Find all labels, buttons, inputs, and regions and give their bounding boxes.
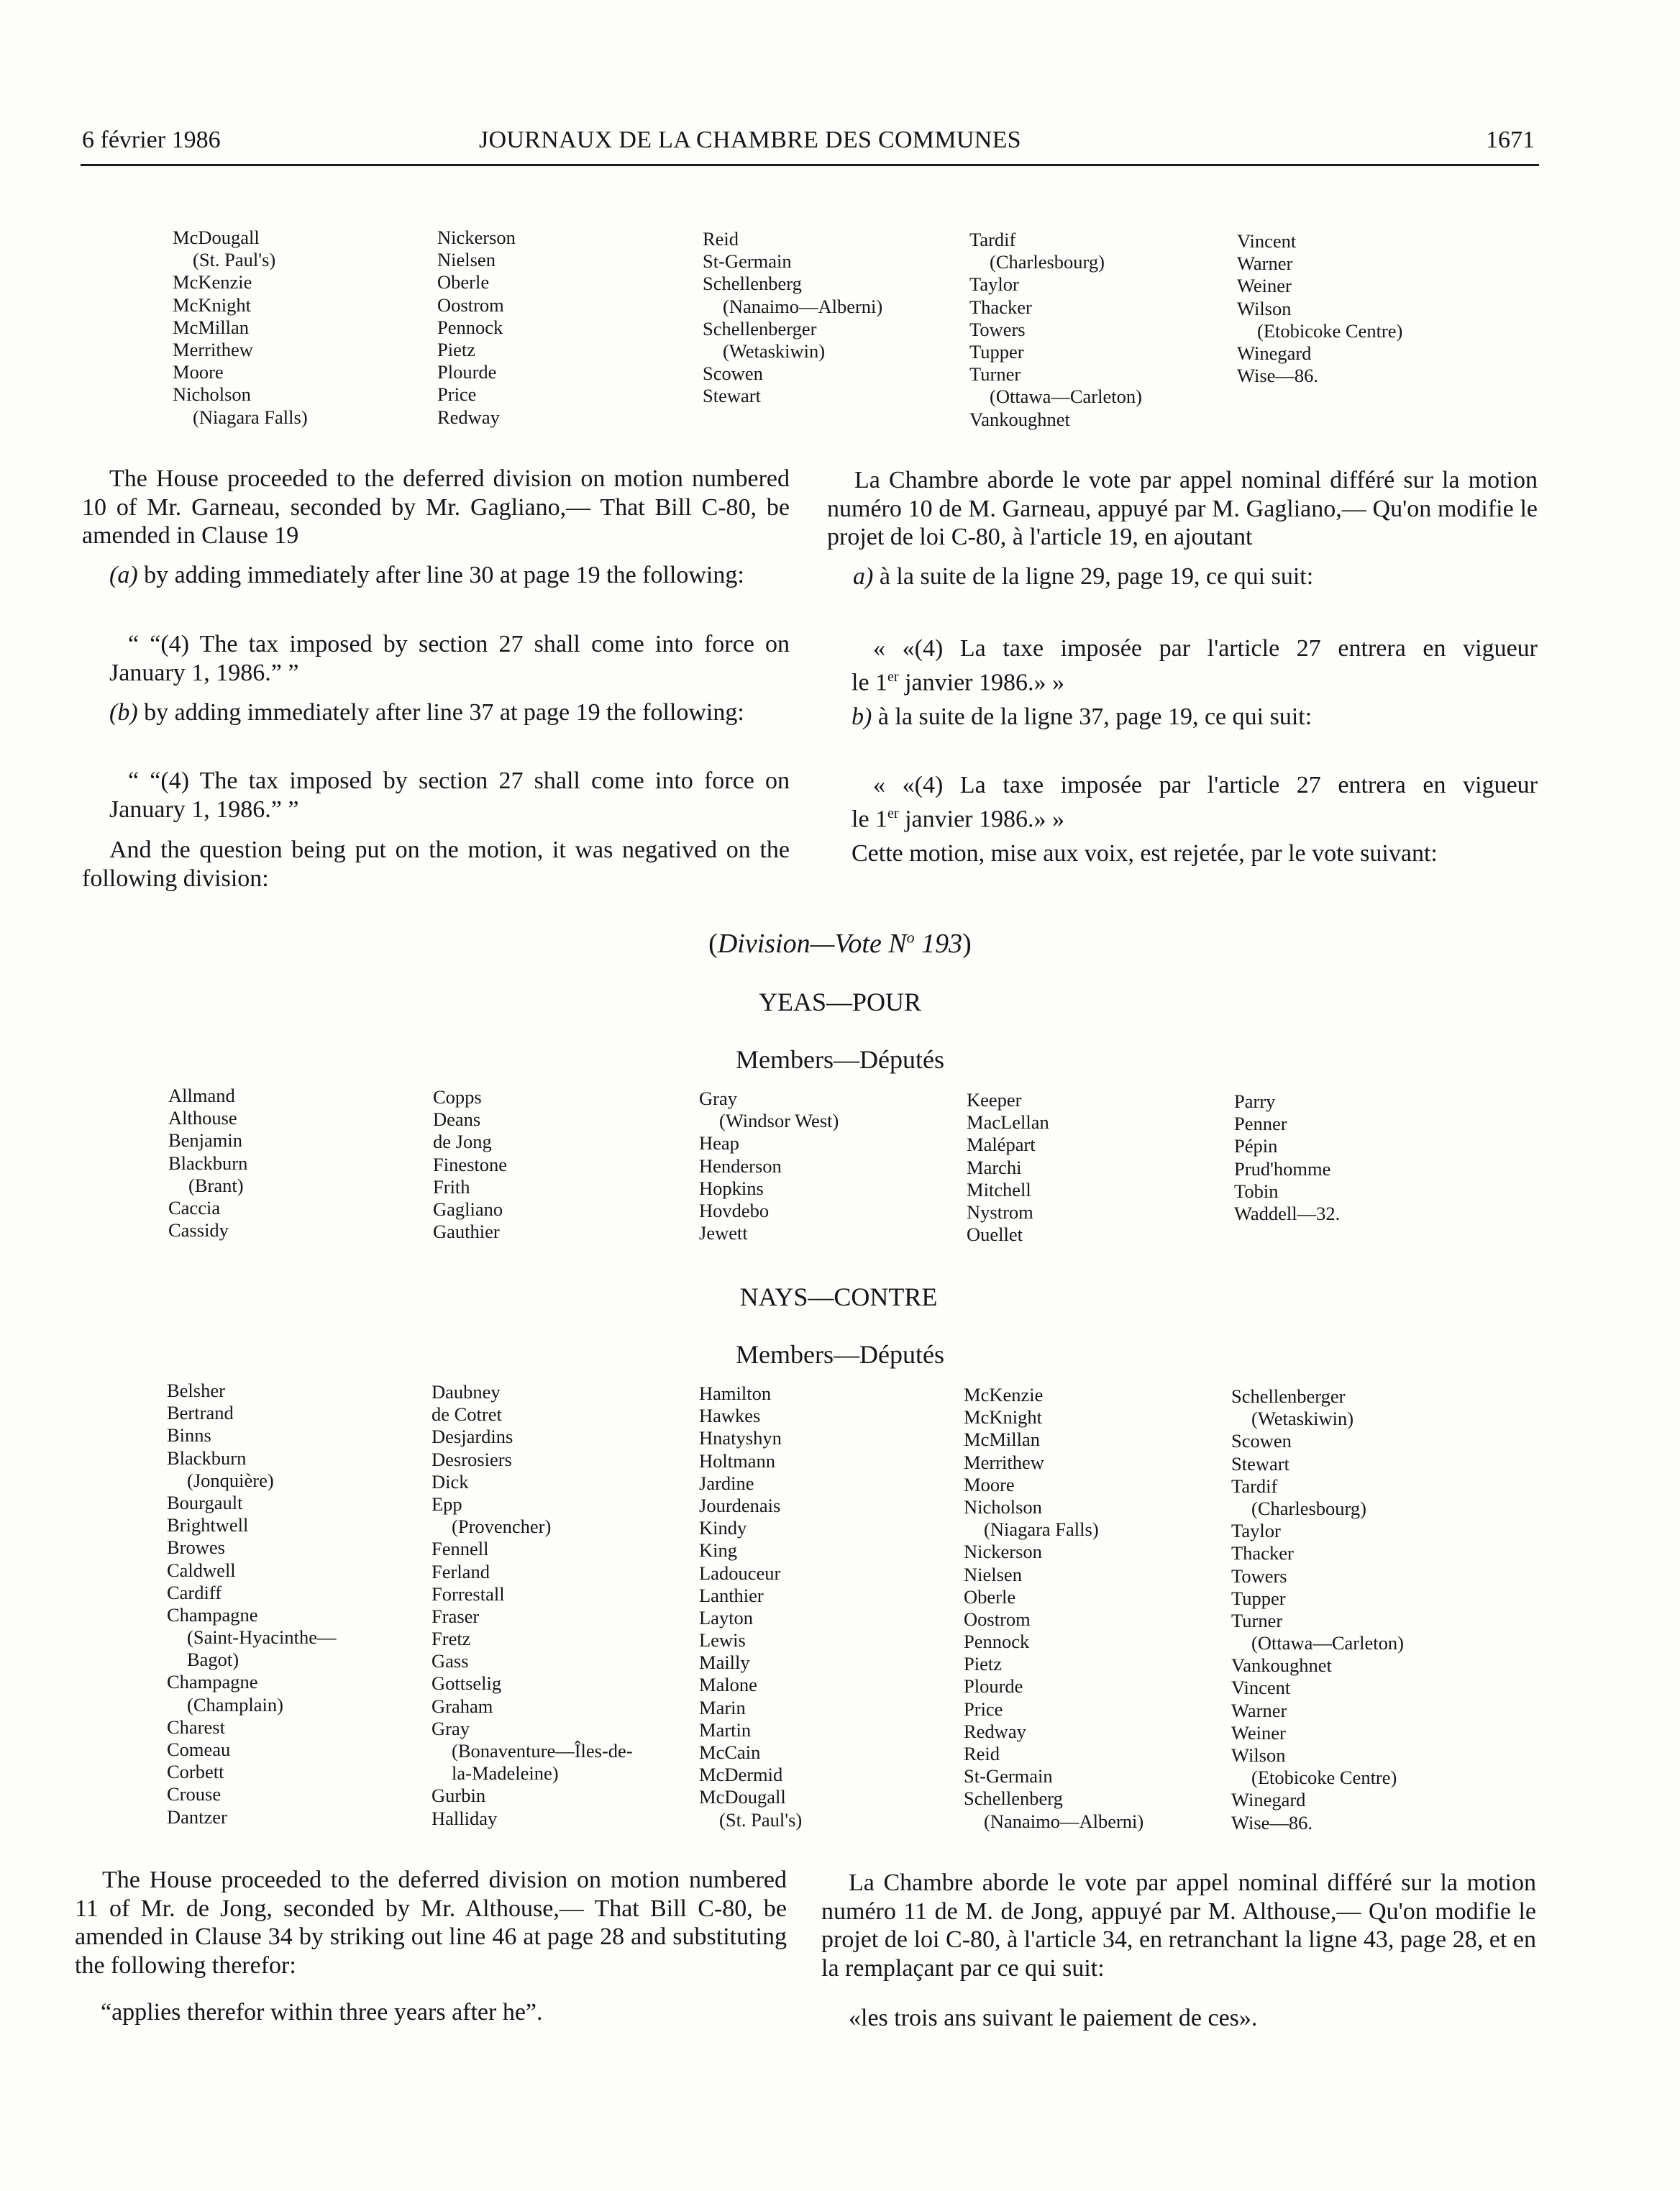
member-name: Scowen [703, 363, 763, 385]
member-name: Nickerson [964, 1541, 1042, 1563]
member-name: Prud'homme [1234, 1157, 1331, 1180]
motion-10-en-intro: The House proceeded to the deferred division on motion numbered 10 of Mr. Garneau, seconded by Mr. Gagliano,— That Bill C-80, be amended in Clause 19 [82, 465, 790, 549]
member-name: Dick [432, 1470, 469, 1493]
member-name: Oberle [437, 271, 490, 293]
division-title-number: 193 [914, 929, 963, 959]
member-name: Layton [699, 1606, 754, 1629]
member-name: Price [437, 383, 477, 406]
division-title-close: ) [962, 929, 972, 959]
motion-10-fr-a [853, 562, 1538, 591]
member-riding: (Charlesbourg) [990, 251, 1105, 273]
motion-10-fr-a-text: à la suite de la ligne 29, page 19, ce qui suit: [873, 563, 1314, 590]
member-name: Kindy [699, 1517, 747, 1539]
member-name: Gray [432, 1717, 470, 1739]
member-name: Caldwell [167, 1559, 236, 1581]
member-name: Weiner [1237, 275, 1292, 297]
member-name: Forrestall [432, 1582, 505, 1605]
member-riding: la-Madeleine) [452, 1762, 559, 1785]
member-name: Towers [969, 318, 1026, 340]
member-name: Blackburn [168, 1152, 248, 1174]
motion-10-en-a-label: (a) [109, 562, 138, 588]
nays-column [699, 1383, 802, 1831]
member-name: Champagne [167, 1671, 258, 1693]
motion-11-en-quote: “applies therefor within three years after he”. [101, 1999, 543, 2026]
motion-10-fr-quote-2a: « «(4) La taxe imposée par l'article 27 entrera en vigueur [873, 772, 1538, 798]
header-page-number: 1671 [1486, 127, 1535, 153]
member-name: Jewett [699, 1222, 748, 1244]
motion-10-fr-quote-2b-sup: er [887, 806, 899, 821]
member-name: MacLellan [967, 1111, 1049, 1134]
motion-11-fr-intro: La Chambre aborde le vote par appel nominal différé sur la motion numéro 11 de M. de Jong, appuyé par M. Althouse,— Qu'on modifie le projet de loi C-80, à l'article 34, en retranchant la ligne 43, page 28, et en la remplaçant par ce qui suit: [821, 1869, 1536, 1982]
member-name: Warner [1231, 1699, 1287, 1721]
motion-10-en-quote-1: “ “(4) The tax imposed by section 27 shall come into force on January 1, 1986.” ” [109, 631, 790, 686]
member-name: Corbett [167, 1761, 224, 1783]
member-name: Penner [1234, 1113, 1287, 1135]
motion-10-fr-quote-1b-sup: er [887, 669, 899, 685]
member-name: St-Germain [703, 250, 792, 273]
member-name: Tardif [1231, 1475, 1278, 1497]
member-name: Charest [167, 1716, 225, 1738]
member-name: Belsher [167, 1380, 225, 1401]
motion-10-fr-a-label: a) [853, 563, 874, 590]
motion-10-en-result: And the question being put on the motion, it was negatived on the following division: [82, 837, 790, 892]
member-name: Gurbin [432, 1785, 486, 1807]
member-name: Brightwell [167, 1514, 249, 1536]
member-name: Vincent [1237, 230, 1297, 252]
member-name: Nicholson [173, 383, 251, 406]
member-name: Thacker [969, 296, 1032, 318]
member-name: Fraser [432, 1605, 480, 1627]
member-name: Jardine [699, 1472, 754, 1494]
member-name: Benjamin [168, 1129, 243, 1152]
member-riding: (Wetaskiwin) [723, 340, 826, 362]
nays-column [432, 1381, 633, 1830]
member-name: Hovdebo [699, 1199, 770, 1221]
top-list-column [703, 228, 882, 408]
motion-10-fr-quote-1b-pre: le 1 [852, 669, 888, 696]
motion-10-fr-quote-1b [852, 663, 1538, 697]
member-riding: (Ottawa—Carleton) [1251, 1632, 1404, 1654]
member-name: Malone [699, 1674, 757, 1696]
member-name: Merrithew [964, 1451, 1044, 1473]
member-name: Moore [173, 361, 224, 383]
member-riding: (Champlain) [187, 1693, 283, 1716]
member-name: Schellenberg [964, 1787, 1063, 1810]
member-name: Plourde [437, 361, 497, 383]
top-list-column [1237, 230, 1402, 387]
motion-10-en-b-label: (b) [109, 699, 138, 726]
member-riding: (Windsor West) [719, 1110, 839, 1132]
member-riding: (Ottawa—Carleton) [990, 386, 1142, 408]
member-name: Deans [433, 1108, 481, 1131]
member-name: Heap [699, 1132, 739, 1154]
member-name: Marchi [967, 1156, 1022, 1178]
member-name: Tobin [1234, 1180, 1279, 1202]
member-name: Vincent [1231, 1677, 1291, 1699]
member-name: Desjardins [432, 1426, 513, 1448]
member-name: Hopkins [699, 1177, 764, 1199]
member-riding: (Bonaventure—Îles-de- [452, 1740, 633, 1762]
yeas-column [433, 1086, 507, 1243]
member-name: Towers [1231, 1564, 1287, 1587]
member-name: Althouse [168, 1107, 237, 1129]
member-name: Oostrom [437, 293, 504, 316]
member-name: Desrosiers [432, 1448, 512, 1470]
division-title-italic: Division—Vote N [717, 929, 907, 959]
member-name: Finestone [433, 1153, 508, 1175]
member-name: Gagliano [433, 1198, 503, 1220]
member-riding: (Etobicoke Centre) [1251, 1767, 1397, 1789]
member-name: Merrithew [173, 338, 253, 360]
members-heading-nays: Members—Députés [736, 1340, 944, 1369]
members-heading-yeas: Members—Députés [736, 1045, 944, 1074]
member-name: Champagne [167, 1603, 258, 1626]
member-name: Stewart [703, 385, 761, 407]
member-name: Holtmann [699, 1449, 775, 1472]
header-title: JOURNAUX DE LA CHAMBRE DES COMMUNES [479, 127, 1021, 153]
nays-column [964, 1384, 1143, 1833]
member-name: Comeau [167, 1739, 231, 1760]
motion-10-en-b-text: by adding immediately after line 37 at page 19 the following: [137, 699, 744, 726]
motion-10-fr-quote-1a: « «(4) La taxe imposée par l'article 27 entrera en vigueur [873, 635, 1538, 662]
member-name: Turner [969, 363, 1021, 386]
member-name: Fennell [432, 1538, 489, 1560]
motion-10-fr-intro: La Chambre aborde le vote par appel nominal différé sur la motion numéro 10 de M. Garneau, appuyé par M. Gagliano,— Qu'on modifie le projet de loi C-80, à l'article 19, en ajoutant [827, 467, 1538, 550]
member-name: Pennock [964, 1631, 1030, 1653]
member-name: Halliday [432, 1807, 498, 1829]
nays-heading: NAYS—CONTRE [739, 1283, 938, 1311]
member-name: Cassidy [168, 1219, 229, 1242]
header-rule [81, 164, 1539, 166]
motion-10-fr-b [852, 703, 1538, 732]
member-riding: (Nanaimo—Alberni) [984, 1810, 1144, 1832]
member-name: Pennock [437, 316, 503, 338]
member-name: Schellenberger [703, 317, 817, 340]
member-name: Ouellet [967, 1224, 1023, 1246]
member-riding: (Wetaskiwin) [1251, 1408, 1354, 1430]
member-name: Taylor [969, 273, 1019, 296]
member-name: Hawkes [699, 1405, 761, 1427]
member-name: Gray [699, 1088, 737, 1109]
member-name: Keeper [967, 1089, 1022, 1111]
member-name: Schellenberg [703, 273, 802, 295]
member-name: Vankoughnet [969, 408, 1070, 430]
member-riding: (Saint-Hyacinthe— [187, 1626, 337, 1649]
member-riding: (Niagara Falls) [193, 406, 308, 428]
member-name: Moore [964, 1473, 1015, 1495]
motion-10-fr-quote-2b-post: janvier 1986.» » [898, 806, 1064, 833]
member-name: Redway [437, 406, 500, 428]
member-name: Bourgault [167, 1491, 243, 1513]
member-name: McDermid [699, 1764, 783, 1786]
member-name: Martin [699, 1718, 752, 1741]
member-name: Graham [432, 1695, 493, 1717]
division-title-sup: o [906, 928, 915, 947]
member-name: Marin [699, 1696, 746, 1718]
member-name: Hnatyshyn [699, 1427, 782, 1449]
member-name: Winegard [1237, 342, 1312, 364]
member-name: Fretz [432, 1628, 471, 1650]
yeas-column [967, 1089, 1049, 1246]
member-name: Turner [1231, 1609, 1283, 1631]
motion-11-fr-quote: «les trois ans suivant le paiement de ces». [849, 2005, 1258, 2031]
member-name: Stewart [1231, 1452, 1289, 1475]
nays-column [1231, 1385, 1404, 1834]
header-date: 6 février 1986 [82, 127, 221, 153]
member-name: McCain [699, 1741, 761, 1763]
motion-10-fr-b-text: à la suite de la ligne 37, page 19, ce qui suit: [872, 703, 1312, 730]
member-name: Tupper [969, 340, 1024, 363]
top-list-column [173, 227, 308, 429]
member-riding: (Niagara Falls) [984, 1518, 1099, 1541]
member-name: Henderson [699, 1154, 782, 1177]
member-name: McMillan [964, 1429, 1040, 1451]
member-name: McDougall [699, 1786, 786, 1808]
division-title [0, 928, 1680, 960]
member-name: Reid [703, 228, 739, 250]
member-name: Pietz [437, 338, 475, 360]
member-name: Binns [167, 1424, 211, 1447]
member-name: Oostrom [964, 1608, 1031, 1630]
member-name: Nielsen [437, 249, 496, 271]
motion-10-fr-quote-2b [852, 800, 1538, 834]
member-name: Scowen [1231, 1430, 1292, 1452]
member-name: Warner [1237, 252, 1293, 275]
member-name: Cardiff [167, 1581, 222, 1603]
member-name: Browes [167, 1536, 225, 1559]
member-riding: (Charlesbourg) [1251, 1497, 1366, 1519]
motion-10-en-quote-2: “ “(4) The tax imposed by section 27 shall come into force on January 1, 1986.” ” [109, 767, 790, 823]
member-riding: (St. Paul's) [719, 1808, 803, 1831]
top-list-column [969, 229, 1142, 431]
member-name: Dantzer [167, 1805, 227, 1828]
member-name: Ferland [432, 1560, 490, 1582]
member-name: Daubney [432, 1381, 501, 1403]
member-name: Frith [433, 1175, 470, 1198]
motion-11-en-intro: The House proceeded to the deferred division on motion numbered 11 of Mr. de Jong, seconded by Mr. Althouse,— That Bill C-80, be amended in Clause 34 by striking out line 46 at page 28 and substituting the following therefor: [75, 1867, 787, 1979]
member-name: King [699, 1539, 737, 1562]
motion-10-fr-result: Cette motion, mise aux voix, est rejetée, par le vote suivant: [852, 840, 1438, 867]
member-name: Plourde [964, 1675, 1023, 1698]
member-riding: (Provencher) [452, 1516, 552, 1538]
member-name: Pietz [964, 1653, 1002, 1675]
member-name: Tardif [969, 229, 1016, 250]
member-riding: (Nanaimo—Alberni) [723, 295, 883, 317]
member-name: Schellenberger [1231, 1385, 1346, 1407]
member-name: Nickerson [437, 227, 516, 248]
member-name: Wise—86. [1237, 365, 1319, 387]
member-name: McDougall [173, 227, 260, 248]
member-name: Wilson [1231, 1744, 1286, 1766]
member-name: Jourdenais [699, 1494, 781, 1516]
member-riding: (Etobicoke Centre) [1257, 319, 1403, 342]
member-name: Crouse [167, 1783, 222, 1805]
member-name: Nystrom [967, 1201, 1033, 1223]
nays-column [167, 1380, 337, 1828]
yeas-column [1234, 1090, 1340, 1225]
top-list-column [437, 227, 516, 429]
member-name: Nicholson [964, 1495, 1042, 1518]
member-name: Winegard [1231, 1789, 1306, 1811]
member-name: Malépart [967, 1134, 1036, 1156]
member-name: Waddell—32. [1234, 1202, 1341, 1224]
member-name: Lanthier [699, 1584, 764, 1606]
member-name: Pépin [1234, 1135, 1278, 1157]
motion-10-fr-quote-1b-post: janvier 1986.» » [898, 669, 1064, 696]
member-name: Lewis [699, 1629, 746, 1652]
member-name: Parry [1234, 1090, 1276, 1112]
member-name: Tupper [1231, 1587, 1286, 1609]
member-name: Redway [964, 1720, 1026, 1742]
member-riding: (Jonquière) [187, 1469, 274, 1491]
member-name: McKnight [964, 1406, 1042, 1429]
member-riding: Bagot) [187, 1649, 239, 1671]
yeas-heading: YEAS—POUR [758, 988, 922, 1016]
member-name: Allmand [168, 1085, 235, 1106]
member-name: Mitchell [967, 1178, 1031, 1201]
member-name: McKnight [173, 293, 251, 316]
member-name: McKenzie [964, 1384, 1044, 1406]
member-name: Gottselig [432, 1672, 502, 1695]
member-name: Wise—86. [1231, 1811, 1313, 1834]
member-name: Nielsen [964, 1563, 1022, 1585]
member-name: Oberle [964, 1585, 1016, 1608]
member-riding: (St. Paul's) [193, 249, 276, 271]
member-name: Blackburn [167, 1447, 247, 1469]
member-name: Caccia [168, 1196, 221, 1219]
member-name: Gass [432, 1650, 469, 1672]
member-name: St-Germain [964, 1765, 1053, 1787]
motion-10-en-a [82, 561, 790, 590]
member-name: Epp [432, 1493, 462, 1515]
member-name: Bertrand [167, 1402, 234, 1424]
division-title-open: ( [708, 929, 718, 959]
member-name: Weiner [1231, 1721, 1286, 1744]
motion-10-en-b [82, 698, 790, 727]
member-name: Thacker [1231, 1542, 1294, 1564]
yeas-column [168, 1085, 247, 1242]
member-name: McMillan [173, 316, 249, 338]
member-name: de Jong [433, 1131, 492, 1153]
member-name: Gauthier [433, 1221, 500, 1243]
member-name: McKenzie [173, 271, 252, 293]
member-name: Mailly [699, 1652, 750, 1674]
member-name: Hamilton [699, 1383, 772, 1404]
member-name: Vankoughnet [1231, 1654, 1332, 1677]
motion-10-fr-b-label: b) [852, 703, 872, 730]
member-name: Reid [964, 1743, 1000, 1764]
motion-10-fr-quote-2b-pre: le 1 [852, 806, 888, 833]
member-name: Taylor [1231, 1520, 1281, 1542]
motion-10-en-a-text: by adding immediately after line 30 at page 19 the following: [137, 562, 744, 588]
member-name: Wilson [1237, 297, 1292, 319]
member-name: Price [964, 1698, 1003, 1720]
member-name: de Cotret [432, 1403, 502, 1426]
yeas-column [699, 1088, 839, 1244]
member-name: Copps [433, 1086, 482, 1108]
member-name: Ladouceur [699, 1562, 781, 1584]
member-riding: (Brant) [188, 1174, 244, 1196]
